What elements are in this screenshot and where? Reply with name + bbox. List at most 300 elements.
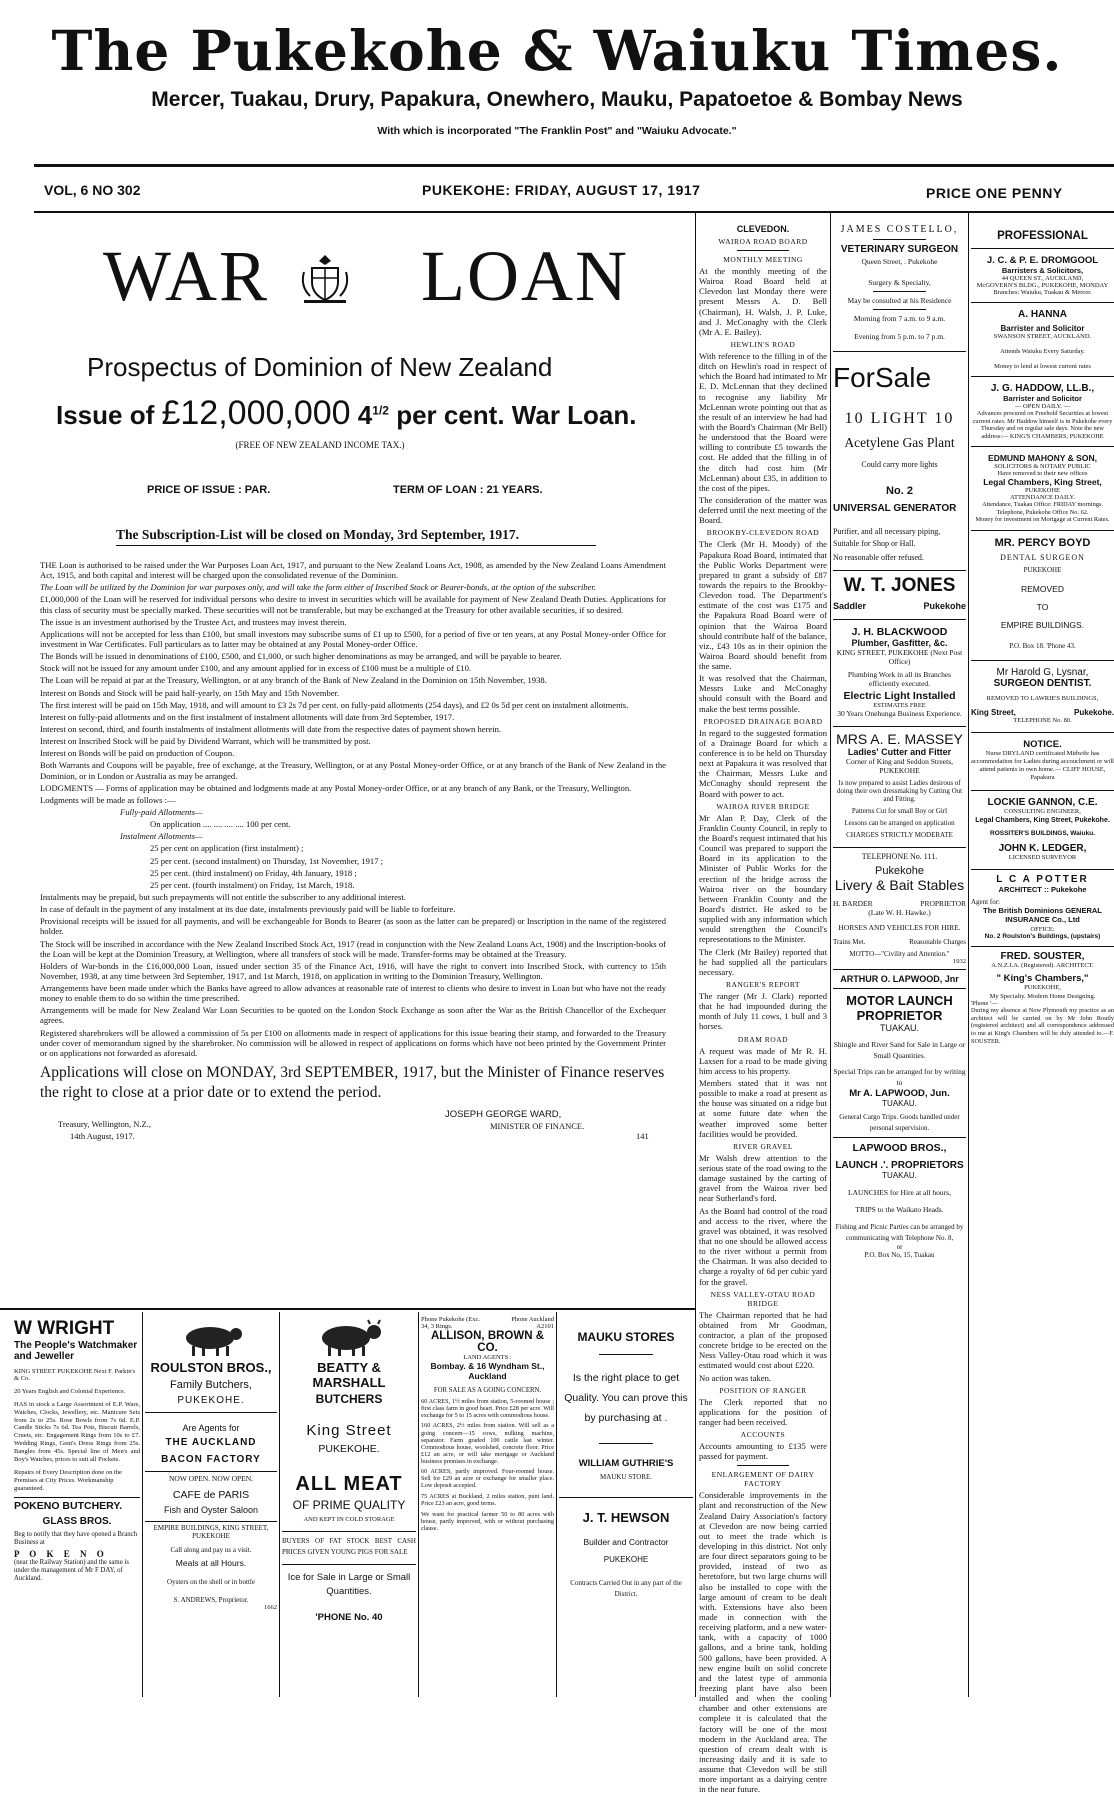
fishing-parties: Fishing and Picnic Parties can be arranged by communicating with Telephone No. 8, [835, 1223, 964, 1242]
meeting-heading: MONTHLY MEETING [723, 255, 803, 264]
lysnar-name: Mr Harold G, Lysnar, [996, 666, 1089, 678]
hewson-town: PUKEKOHE [603, 1554, 649, 1564]
paragraph: Considerable improvements in the plant and reconstruction of the New Zealand Dairy Association's factory at Clevedon are now being carried out to meet the trade which is developing in this district. Not only are four direct separators going to be provided, instead of two as heretofore, but two large churns will also be installed to cope with the large amount of cream to be dealt with. Extensions have also been made in connection with the receiving platform, and a new water-tank, with a capacity of 1000 gallons, and a brine tank, holding 500 gallons, have been provided. A new engine built on solid concrete and the latest type of ammonia freezing plant have also been installed and when the cooling chamber and other extensions are complete it is calculated that the factory will be one of the most modern in the Auckland area. The question of cream dealt with is increasing daily and it is safe to assume that Clevedon will be still more important as a dairying centre in the near future. [699, 1490, 827, 1795]
paragraph: Accounts amounting to £135 were passed for payment. [699, 1441, 827, 1462]
column-rule [142, 1312, 143, 1697]
professional-column [971, 224, 1114, 1694]
boyd-name: MR. PERCY BOYD [994, 536, 1091, 549]
guthrie-name: WILLIAM GUTHRIE'S [578, 1457, 674, 1469]
special-trips: Special Trips can be arranged for by writing to [833, 1066, 966, 1087]
trains-met: Trains Met. [833, 938, 866, 947]
paragraph: 25 per cent. (third instalment) on Friday, 4th January, 1918 ; [150, 867, 357, 878]
general-cargo: General Cargo Trips. Goods handled under personal supervision. [839, 1113, 960, 1132]
paragraph: Applications will not be accepted for less than £100, but small investors may subscribe sums of £1 up to £500, for a period of five or ten years, at any Postal Money-order Office for investment in War Certificates. Full particulars as to latter may be obtained at any Postal Money-order Office. [40, 628, 666, 649]
beatty-town: PUKEKOHE. [318, 1443, 380, 1455]
paragraph: With reference to the filling in of the ditch on Hewlin's road in respect of which the Board had intimated to Mr E. D. McLennan that they declined to recognise any liability Mr McLennan wrote pointing out that as the result of an interview he had had with the Board's Chairman (Mr Bell) he understood that the Board were willing to contribute £5 towards the cost. He added that the filling in of the ditch had cost him (Mr McLennan) about £35, in addition to the cost of the pipes. [699, 350, 827, 493]
lysnar-street [971, 708, 1114, 717]
divider [833, 988, 966, 989]
beatty-name: BEATTY & MARSHALL [312, 1360, 386, 1390]
mahony-attendance: Attendance, Tuakau Office: FRIDAY mornings. Telephone, Pukekohe Office No. 62. [982, 501, 1103, 516]
ads-top-rule [0, 1308, 695, 1310]
massey-ad [833, 726, 966, 839]
boyd-title: DENTAL SURGEON [1000, 552, 1085, 562]
livery-proprietor [833, 899, 966, 908]
allison-phones [421, 1316, 554, 1330]
light-count: 10 LIGHT 10 [844, 410, 955, 427]
reasonable-charges: Reasonable Charges [909, 938, 966, 947]
incorporated-line: With which is incorporated "The Franklin Post" and "Waiuku Advocate." [377, 125, 737, 137]
divider [145, 1471, 277, 1472]
hewson-name: J. T. HEWSON [582, 1509, 670, 1525]
souster-text: During my absence at Now Plymouth my practice as an architect will be carried on by Mr John Routly (registered architect) and all correspondence addressed to me at King's Chambers will be duly attended to.—F. SOUSTER. [971, 1007, 1114, 1045]
listing: 60 ACRES, partly improved. Four-roomed house. Sell for £29 an acre or exchange for smaller place. Low deposit accepted. [421, 1468, 554, 1490]
newspaper-title: The Pukekohe & Waiuku Times. [51, 18, 1063, 83]
hanna-address: SWANSON STREET, AUCKLAND. [993, 333, 1092, 340]
paragraph: LODGMENTS — Forms of application may be obtained and lodgments made at any Postal Money-order Office, or at any branch of any Bank, or the Treasury, Wellington. [40, 782, 632, 793]
ice-for-sale: Ice for Sale in Large or Small Quantities. [287, 1572, 411, 1597]
ledger-ad [971, 843, 1114, 861]
lysnar-ad [971, 660, 1114, 724]
saddler-line [833, 601, 966, 611]
mahony-title: SOLICITORS & NOTARY PUBLIC [994, 463, 1091, 471]
subheading: POSITION OF RANGER [719, 1385, 807, 1395]
paragraph: Mr Walsh drew attention to the serious state of the road owing to the damage sustained by the carting of gravel from the Wairoa river bed near Sutherland's ford. [699, 1152, 827, 1204]
column-rule [830, 213, 831, 1697]
boyd-town: PUKEKOHE [1023, 565, 1062, 574]
column-rule [279, 1312, 280, 1697]
hewson-contracts: Contracts Carried Out in any part of the District. [570, 1578, 682, 1598]
saddler-town: Pukekohe [923, 601, 966, 612]
roulston-name: ROULSTON BROS., [150, 1360, 272, 1375]
dromgool-name: J. C. & P. E. DROMGOOL [986, 255, 1099, 266]
paragraph: The Clerk (Mr Bailey) reported that he had supplied all the particulars necessary. [699, 946, 827, 977]
mauku-stores-ad [559, 1318, 693, 1696]
paragraph: Instalments may be prepaid, but such prepayments will not entitle the subscriber to any additional interest. [40, 891, 406, 902]
livery-late: (Late W. H. Hawke.) [868, 908, 931, 918]
dromgool-address: McGOVERN'S BLDG., PUKEKOHE, MONDAY [976, 282, 1109, 289]
fish-saloon: Fish and Oyster Saloon [163, 1505, 259, 1515]
kings-chambers: " King's Chambers," [996, 973, 1089, 985]
paragraph: 25 per cent on application (first instalment) ; [150, 843, 304, 854]
vet-specialty: Surgery & Specialty, [868, 278, 931, 287]
souster-name: FRED. SOUSTER, [1000, 951, 1085, 963]
office-address: No. 2 Roulston's Buildings, (upstairs) [984, 933, 1101, 941]
war-heading: WAR [103, 236, 269, 316]
notice-ad [971, 732, 1114, 783]
paragraph: Interest on Inscribed Stock will be paid by Dividend Warrant, which will be transmitted by post. [40, 736, 371, 747]
column-rule [695, 213, 696, 1697]
lapwood-ad [833, 969, 966, 1259]
dateline-rule [34, 211, 1114, 213]
king-street: King Street, [971, 707, 1016, 717]
bacon-factory: BACON FACTORY [161, 1454, 261, 1465]
costello-name: JAMES COSTELLO, [840, 224, 959, 235]
jones-ad [833, 570, 966, 611]
notice-text: Nurse DRYLAND certificated Midwife has accommodation for Ladies during accouchment or will attend patients in own home.— CLIFF HOUSE, Papakura [971, 749, 1114, 782]
massey-address: Corner of King and Seddon Streets, PUKEKOHE [845, 757, 954, 776]
listing: 160 ACRES, 2½ miles from station. Will sell as a going concern—15 cows, milking machine, separator. Farm graded 100 cattle last winter. Commodious house, woolshed, concrete floor. Price £12 an acre, or will take mortgage or Auckland business premises in exchange. [421, 1422, 554, 1465]
haddow-text: Advances procured on Freehold Securities at lowest current rates. Mr Haddow himself is in Pukekohe every Thursday and on regular sale days. Note the new address:— KING'S CHAMBERS, PUKEKOHE [972, 410, 1113, 440]
districts-line: Mercer, Tuakau, Drury, Papakura, Onewhero, Mauku, Papatoetoe & Bombay News [151, 88, 963, 111]
purifier: Purifier, and all necessary piping, Suitable for Shop or Hall. [833, 526, 941, 549]
massey-text: Is now prepared to assist Ladies desirous of doing their own dressmaking by Cutting Out and Fitting. [836, 779, 963, 804]
costello-ad [833, 224, 966, 341]
meals: Meals at all Hours. [175, 1558, 247, 1568]
coat-of-arms-icon [298, 252, 352, 306]
blackwood-ad [833, 619, 966, 718]
livery-trains [833, 938, 966, 946]
blackwood-trade: Plumber, Gasfitter, &c. [851, 638, 948, 649]
boyd-box: P.O. Box 18. 'Phone 43. [1009, 641, 1076, 650]
hanna-waiuku: Attends Waiuku Every Saturday. [1000, 348, 1085, 355]
forsale-heading: ForSale [833, 362, 932, 393]
professional-heading: PROFESSIONAL [997, 230, 1088, 242]
mahony-town: PUKEKOHE [1024, 487, 1061, 495]
divider [873, 239, 926, 240]
legal-chambers: Legal Chambers, King Street, [983, 477, 1102, 488]
livery-town: Pukekohe [875, 865, 924, 878]
office-label: OFFICE: [1030, 926, 1055, 934]
potter-ad [971, 869, 1114, 940]
saddler: Saddler [833, 601, 867, 612]
paragraph: The Stock will be inscribed in accordance with the New Zealand Inscribed Stock Act, 1917 (read in conjunction with the New Zealand Loans Act, 1908) and the Inscription-books of the Loan will be kept at the Dominion Treasury, at Wellington, where all transfers of stock will be made. Transfer-forms may be obtained at the Treasury. [40, 938, 666, 959]
lapwood-town: TUAKAU. [882, 1099, 917, 1109]
mr-lapwood: Mr A. LAPWOOD, Jun. [849, 1088, 950, 1100]
agent-for: Agent for: [971, 898, 1000, 907]
pokeno-butchery: POKENO BUTCHERY. [14, 1499, 123, 1512]
electric-light: Electric Light Installed [843, 690, 956, 703]
paragraph: The Loan will be utilized by the Dominion for war purposes only, and will take the form either of Inscribed Stock or Bearer-bonds, at the option of the subscriber. [40, 582, 596, 593]
paragraph: Instalment Allotments— [120, 831, 203, 842]
hanna-ad [971, 302, 1114, 370]
launch-heading: MOTOR LAUNCH PROPRIETOR [846, 993, 953, 1024]
paragraph: Interest on Bonds and Stock will be paid half-yearly, on 15th May and 15th November. [40, 687, 340, 698]
paragraph: On application .... .... .... .... 100 per cent. [150, 819, 291, 830]
dateline: PUKEKOHE: FRIDAY, AUGUST 17, 1917 [422, 182, 701, 198]
column-rule [418, 1312, 419, 1697]
prospectus-heading: Prospectus of Dominion of New Zealand [87, 352, 553, 382]
divider [599, 1443, 653, 1444]
proprietor-label: PROPRIETOR [920, 899, 966, 909]
price-label: PRICE ONE PENNY [926, 185, 1063, 201]
allison-brown-ad [421, 1316, 554, 1696]
lysnar-telephone: TELEPHONE No. 80. [1013, 716, 1072, 724]
waikato-trips: TRIPS to the Waikato Heads. [855, 1205, 944, 1215]
land-agents: LAND AGENTS : [463, 1354, 512, 1361]
haddow-title: Barrister and Solicitor [1003, 394, 1082, 403]
sheep-icon [145, 1318, 277, 1360]
souster-ad [971, 946, 1114, 1045]
removed: REMOVED [1021, 583, 1064, 594]
subheading: DRAM ROAD [737, 1034, 789, 1044]
paragraph: Interest on Bonds will be paid on production of Coupon. [40, 748, 235, 759]
paragraph: Arrangements will be made for New Zealand War Loan Securities to be quoted on the London Stock Exchange as soon after the War as the British Chancellor of the Exchequer agrees. [40, 1005, 666, 1026]
mahony-ad [971, 446, 1114, 524]
mahony-money: Money for investment on Mortgage at Current Rates. [975, 516, 1110, 524]
roulston-ad [145, 1318, 277, 1696]
paragraph: The issue is an investment authorised by the Trustee Act, and trustees may invest therein. [40, 616, 347, 627]
masthead [0, 20, 1114, 137]
livery-name: Livery & Bait Stables [834, 877, 965, 894]
dromgool-ad [971, 248, 1114, 296]
wright-stock: HAS in stock a Large Assortment of E.P. Ware, Watches, Clocks, Jewellery, etc. Manicure Sets from 2s to 25s. Rose Bowls from 7s 6d. E.P. Candle Sticks 7s 6d. Tea Pots, Biscuit Barrels, Cruets, etc. Engagement Rings from 10s to £7. Wedding Rings, Gent's Dress Rings from 25s. Bangles from 45s. Special line of Men's and Boy's Watches, prices to suit all Pockets. [14, 1401, 140, 1463]
mahony-name: EDMUND MAHONY & SON, [988, 453, 1097, 464]
wright-ad [14, 1318, 140, 1696]
wright-address: KING STREET PUKEKOHE Next F. Parkin's & Co. [14, 1368, 136, 1382]
auckland: THE AUCKLAND [165, 1437, 257, 1448]
ledger-title: LICENSED SURVEYOR [1008, 854, 1077, 862]
notice-heading: NOTICE. [1023, 738, 1062, 750]
butchers: BUTCHERS [315, 1392, 383, 1406]
po-box: P.O. Box No, 15, Tuakau [864, 1251, 935, 1260]
gannon-title: CONSULTING ENGINEER, [1004, 808, 1081, 816]
agents-for: Are Agents for [182, 1423, 240, 1433]
dromgool-branches: Branches: Waiuku, Tuakau & Mercer. [993, 289, 1092, 296]
paragraph: The Loan will be repaid at par at the Treasury, Wellington, or at any branch of the Bank of New Zealand in the Dominion on 15th November, 1938. [40, 675, 547, 686]
livery-motto: MOTTO—"Civility and Attention." [849, 950, 950, 959]
lapwood-name: ARTHUR O. LAPWOOD, Jnr [840, 974, 959, 985]
generator: UNIVERSAL GENERATOR [833, 502, 957, 514]
guthrie-store: MAUKU STORE. [600, 1472, 652, 1481]
forsale-ad [833, 351, 966, 562]
no2: No. 2 [886, 484, 913, 497]
issue-heading [56, 394, 636, 433]
souster-town: PUKEKOHE, [1024, 984, 1061, 992]
paragraph: Mr Alan P. Day, Clerk of the Franklin County Council, in reply to the Board's request intimated that his Council was prepared to support the Board in its application to the Minister of Public Works for the erection of the bridge across the Wairoa river on the boundary between Franklin County and the Board's district. He asked to be supplied with any information which would strengthen the Council's representations to the Minister. [699, 812, 827, 945]
potter-name: L C A POTTER [996, 874, 1089, 886]
attendance-daily: ATTENDANCE DAILY. [1010, 494, 1075, 502]
pukekohe: Pukekohe. [1073, 707, 1114, 717]
paragraph: 25 per cent. (second instalment) on Thursday, 1st November, 1917 ; [150, 855, 384, 866]
experience: 30 Years Onehunga Business Experience. [837, 709, 962, 719]
massey-trade: Ladies' Cutter and Fitter [847, 747, 952, 758]
potter-title: ARCHITECT :: Pukekohe [998, 885, 1087, 895]
subheading: ENLARGEMENT OF DAIRY FACTORY [711, 1470, 815, 1489]
paragraph: Holders of War-bonds in the £16,000,000 Loan, issued under section 35 of the Finance Act, 1916, will have the right to convert into Inscribed Stock, with currency to 15th November, 1938, at any time between 3rd September, 1917, and 1st March, 1918, on application in writing to the Dominion Treasury, Wellington. [40, 960, 666, 981]
souster-title: A.N.Z.I.A. (Registered). ARCHITECT. [991, 962, 1094, 970]
oysters: Oysters on the shell or in bottle [167, 1578, 255, 1586]
cold-storage: AND KEPT IN COLD STORAGE [303, 1516, 395, 1523]
paragraph: 25 per cent. (fourth instalment) on Friday, 1st March, 1918. [150, 879, 355, 890]
going-concern: FOR SALE AS A GOING CONCERN. [433, 1387, 542, 1394]
jones-name: W. T. JONES [843, 575, 956, 597]
signature-block [40, 1107, 666, 1155]
livery-ad [833, 847, 966, 965]
souster-phone: 'Phone '— [971, 1000, 998, 1008]
blackwood-work: Plumbing Work in all its Branches efficiently executed. [847, 670, 952, 689]
paragraph: A request was made of Mr R. H. Laxsen for a road to be made giving him access to his property. [699, 1045, 827, 1076]
paragraph: The Clerk (Mr H. Moody) of the Papakura Road Board, intimated that the Public Works Department were prepared to grant a subsidy of £87 towards the repairs to the Brookby-Clevedon road. The Department's estimate of the cost was £175 and the Papakura Road Board were of opinion that the Wairoa Board should contribute half of the balance, viz., £43 10s as in their opinion the Wairoa Board should benefit from the same. [699, 539, 827, 672]
paragraph: The Chairman reported that he had obtained from Mr Goodman, contractor, a plan of the proposed concrete bridge to be erected on the Ness Valley-Otau road which it was estimated would cost about £220. [699, 1309, 827, 1371]
barder: H. BARDER [833, 899, 873, 909]
allison-address: Bombay. & 16 Wyndham St., Auckland [430, 1361, 545, 1381]
vet-address: Queen Street, . Pukekohe [861, 257, 938, 266]
top-rule [34, 164, 1114, 167]
vet-evening: Evening from 5 p.m. to 7 p.m. [854, 332, 945, 341]
estimates-free: ESTIMATES FREE [873, 702, 926, 710]
issue-of: Issue of [56, 400, 155, 430]
roulston-town: PUKEKOHE. [177, 1395, 245, 1406]
divider [145, 1412, 277, 1413]
massey-text: Patterns Cut for small Boy or Girl [851, 807, 948, 816]
shingle: Shingle and River Sand for Sale in Large or Small Quantities. [833, 1040, 966, 1061]
subheading: HEWLIN'S ROAD [730, 339, 796, 349]
gannon-ad [971, 790, 1114, 837]
phone-auckland: Phone Auckland A2101 [511, 1316, 554, 1330]
advertisements-column [833, 224, 966, 1694]
volume-number: VOL, 6 NO 302 [44, 182, 141, 198]
clevedon-column [699, 224, 827, 1795]
mahony-removed: Have removed to their new offices [997, 470, 1088, 478]
paragraph: THE Loan is authorised to be raised under the War Purposes Loan Act, 1917, and pursuant to the New Zealand Loans Act, 1908, as amended by the New Zealand Loans Amendment Act, 1915, and both capital and interest will be charged upon the consolidated revenue of the Dominion. [40, 560, 666, 581]
livery-number: 1932 [953, 958, 966, 966]
divider [599, 1354, 653, 1355]
closing-rule [116, 545, 596, 546]
divider [737, 250, 788, 251]
board-heading: WAIROA ROAD BOARD [718, 237, 808, 246]
loan-heading: LOAN [421, 236, 629, 316]
pokeno-spaced: P O K E N O [14, 1549, 108, 1560]
cafe-proprietor: S. ANDREWS, Proprietor. [173, 1596, 249, 1604]
listing: 75 ACRES at Buckland, 2 miles station, punt land. Price £23 an acre, good terms. [421, 1492, 554, 1507]
column-rule [556, 1312, 557, 1697]
paragraph: The Bonds will be issued in denominations of £100, £500, and £1,000, or such higher denominations as may be arranged, and will be payable to bearer. [40, 651, 562, 662]
souster-specialty: My Specialty. Modern Home Designing. [989, 993, 1096, 1001]
paragraph: The consideration of the matter was deferred until the next meeting of the Board. [699, 494, 827, 526]
rate-whole: 4 [357, 400, 373, 430]
lapwood-town: TUAKAU. [879, 1023, 919, 1034]
war-loan-advertisement [40, 222, 688, 1302]
divider [559, 1497, 693, 1498]
beatty-street: King Street [306, 1422, 392, 1439]
ledger-name: JOHN K. LEDGER, [998, 843, 1087, 855]
treasury-place: Treasury, Wellington, N.Z., [58, 1119, 151, 1130]
cafe-number: 1662 [264, 1604, 277, 1611]
mauku-text: Is the right place to get Quality. You can prove this by purchasing at . [564, 1372, 688, 1424]
now-open: NOW OPEN. NOW OPEN. [168, 1474, 254, 1483]
livery-telephone: TELEPHONE No. 111. [861, 852, 938, 862]
paragraph: The first interest will be paid on 15th May, 1918, and will amount to £3 2s 7d per cent. on fully-paid allotments (254 days), and £2 0s 5d per cent on instalment allotments. [40, 699, 629, 710]
cafe-name: CAFE de PARIS [172, 1489, 250, 1501]
subheading: RANGER'S REPORT [725, 980, 801, 989]
mauku-heading: MAUKU STORES [577, 1330, 675, 1344]
divider [833, 1137, 966, 1138]
reference-number: 141 [636, 1131, 649, 1142]
glass-text: Beg to notify that they have opened a Branch Business at [14, 1530, 138, 1546]
listing: 60 ACRES, 1½ miles from station, 5-roomed house ; first class farm in good heart. Price £28 per acre. Will exchange for 5 to 15 acres with commodious house. [421, 1398, 554, 1420]
blackwood-name: J. H. BLACKWOOD [851, 626, 948, 639]
bull-icon [282, 1318, 416, 1360]
all-meat: ALL MEAT [295, 1473, 403, 1495]
massey-charges: CHARGES STRICTLY MODERATE [846, 831, 953, 840]
lapwood-bros: LAPWOOD BROS., [852, 1142, 947, 1155]
dromgool-title: Barristers & Solicitors, [1001, 266, 1084, 275]
paragraph: Interest on fully-paid allotments and on the first instalment of instalment allotments will date from 3rd September, 1917. [40, 711, 455, 722]
wright-name: W WRIGHT [14, 1318, 115, 1339]
phone-pukekohe: Phone Pukekohe (Exc. 34, 3 Rings. [421, 1316, 481, 1330]
hanna-name: A. HANNA [1018, 309, 1067, 320]
lapwood-town: TUAKAU. [882, 1171, 917, 1181]
gannon-branch: ROSSITER'S BUILDINGS, Waiuku. [990, 830, 1095, 838]
divider [145, 1521, 277, 1522]
british-dominions: The British Dominions GENERAL INSURANCE Co., Ltd [983, 906, 1102, 925]
paragraph: Provisional receipts will be issued for all payments, and will be exchangeable for Bonds to Bearer (as soon as the latter can be prepared) or Inscription in the name of the registered holder. [40, 916, 666, 937]
subheading: ACCOUNTS [740, 1430, 786, 1440]
massey-name: MRS A. E. MASSEY [836, 731, 963, 748]
paragraph: Members stated that it was not possible to make a road at present as the house was situated on a ridge but at some future date when the weather improved some better facilities would be provided. [699, 1077, 827, 1139]
vet-title: VETERINARY SURGEON [840, 244, 959, 255]
paragraph: Interest on second, third, and fourth instalments of instalment allotments will date from the respective dates of payment shown herein. [40, 723, 502, 734]
wright-repairs: Repairs of Every Description done on the Premises at City Prices. Workmanship guaranteed. [14, 1469, 122, 1492]
paragraph: Both Warrants and Coupons will be payable, free of exchange, at the Treasury, Wellington, or at any Postal Money-order Office, or at any branch of the Bank of New Zealand in the Dominion, or in London or Australia as may be arranged. [40, 760, 666, 781]
issue-suffix: per cent. War Loan. [396, 400, 637, 430]
phone-40: 'PHONE No. 40 [315, 1611, 383, 1623]
applications-close: Applications will close on MONDAY, 3rd SEPTEMBER, 1917, but the Minister of Finance reserves the right to close at a prior date or to extend the period. [40, 1064, 665, 1102]
reasonable-offer: No reasonable offer refused. [833, 553, 924, 563]
allison-name: ALLISON, BROWN & CO. [430, 1330, 545, 1354]
empire-buildings: EMPIRE BUILDINGS. [1000, 619, 1085, 630]
gannon-name: LOCKIE GANNON, C.E. [987, 797, 1098, 809]
divider [282, 1564, 416, 1565]
vet-consult: May be consulted at his Residence [847, 296, 952, 305]
launches-hire: LAUNCHES for Hire at all hours, [848, 1188, 951, 1198]
lysnar-removed: REMOVED TO LAWRIE'S BUILDINGS, [986, 694, 1099, 702]
rate-fraction: 1/2 [372, 403, 389, 418]
tax-note: (FREE OF NEW ZEALAND INCOME TAX.) [235, 440, 405, 450]
divider [737, 1465, 788, 1466]
money-to-lend: Money to lend at lowest current rates [994, 363, 1091, 370]
paragraph: Arrangements have been made under which the Banks have agreed to allow advances at reasonable rate of interest to clients who desire to invest in Loan but who have not the ready money to enable them to do so within the time prescribed. [40, 983, 666, 1004]
interest-rate [358, 400, 389, 430]
hanna-title: Barrister and Solicitor [1000, 324, 1085, 333]
wright-experience: 20 Years English and Colonial Experience. [14, 1388, 126, 1395]
wanted: We want for practical farmer 50 to 80 acres with house, partly improved, with or without purchasing clause. [421, 1510, 554, 1532]
divider [282, 1531, 416, 1532]
paragraph: The Clerk reported that no applications for the position of ranger had been received. [699, 1396, 827, 1427]
paragraph: At the monthly meeting of the Wairoa Road Board held at Clevedon last Monday there were present Messrs A. D. Bell (Chairman), H. Walsh, J. P. Luke, and J. McConaghy with the Clerk (Mr A. E. Bailey). [699, 266, 827, 337]
haddow-ad [971, 376, 1114, 440]
subheading: BROOKBY-CLEVEDON ROAD [706, 528, 820, 538]
clevedon-heading: CLEVEDON. [736, 224, 790, 234]
paragraph: Registered sharebrokers will be allowed a commission of 5s per £100 on allotments made in respect of applications for this issue bearing their stamp, and forwarded to the Treasury under cover of memorandum signed by the sharebroker. No commission will be allowed in respect of applications on forms which have not been printed by the Government Printer or on applications not forwarded as aforesaid. [40, 1027, 666, 1058]
divider [14, 1497, 140, 1498]
paragraph: Stock will not be issued for any amount under £100, and any amount applied for in excess of £100 must be a multiple of £10. [40, 663, 472, 674]
blackwood-address: KING STREET, PUKEKOHE (Next Post Office) [836, 648, 963, 667]
dromgool-address: 44 QUEEN ST., AUCKLAND, [1001, 275, 1084, 282]
subheading: NESS VALLEY-OTAU ROAD BRIDGE [710, 1289, 816, 1308]
treasury-date: 14th August, 1917. [70, 1131, 135, 1142]
paragraph: In regard to the suggested formation of a Drainage Board for which a conference is to be held on Thursday next at Papakura it was resolved that the Chairman, Messrs Luke and McConaghy should represent the Board with power to act. [699, 727, 827, 799]
prime-quality: OF PRIME QUALITY [292, 1498, 406, 1512]
wright-title: The People's Watchmaker and Jeweller [14, 1340, 138, 1362]
launch-proprietors: LAUNCH .'. PROPRIETORS [835, 1160, 964, 1172]
glass-management: (near the Railway Station) and the same is under the management of Mr F DAY, of Auckland. [14, 1559, 129, 1583]
divider [873, 309, 926, 310]
term-of-loan: TERM OF LOAN : 21 YEARS. [393, 484, 543, 496]
surgeon-dentist: SURGEON DENTIST. [993, 677, 1092, 689]
divider [873, 291, 926, 292]
boyd-ad [971, 530, 1114, 650]
paragraph: In case of default in the payment of any instalment at its due date, instalments previously paid will be liable to forfeiture. [40, 904, 456, 915]
subscription-closing: The Subscription-List will be closed on Monday, 3rd September, 1917. [116, 527, 520, 542]
buyers-fat-stock: BUYERS OF FAT STOCK BEST CASH PRICES GIVEN YOUNG PIGS FOR SALE [282, 1537, 416, 1557]
gannon-address: Legal Chambers, King Street, Pukekohe. [975, 817, 1110, 825]
column-rule [968, 213, 969, 1697]
livery-horses: HORSES AND VEHICLES FOR HIRE. [838, 923, 961, 933]
carry-lights: Could carry more lights [861, 459, 938, 469]
loan-amount: £12,000,000 [161, 394, 351, 432]
price-of-issue: PRICE OF ISSUE : PAR. [147, 484, 271, 496]
